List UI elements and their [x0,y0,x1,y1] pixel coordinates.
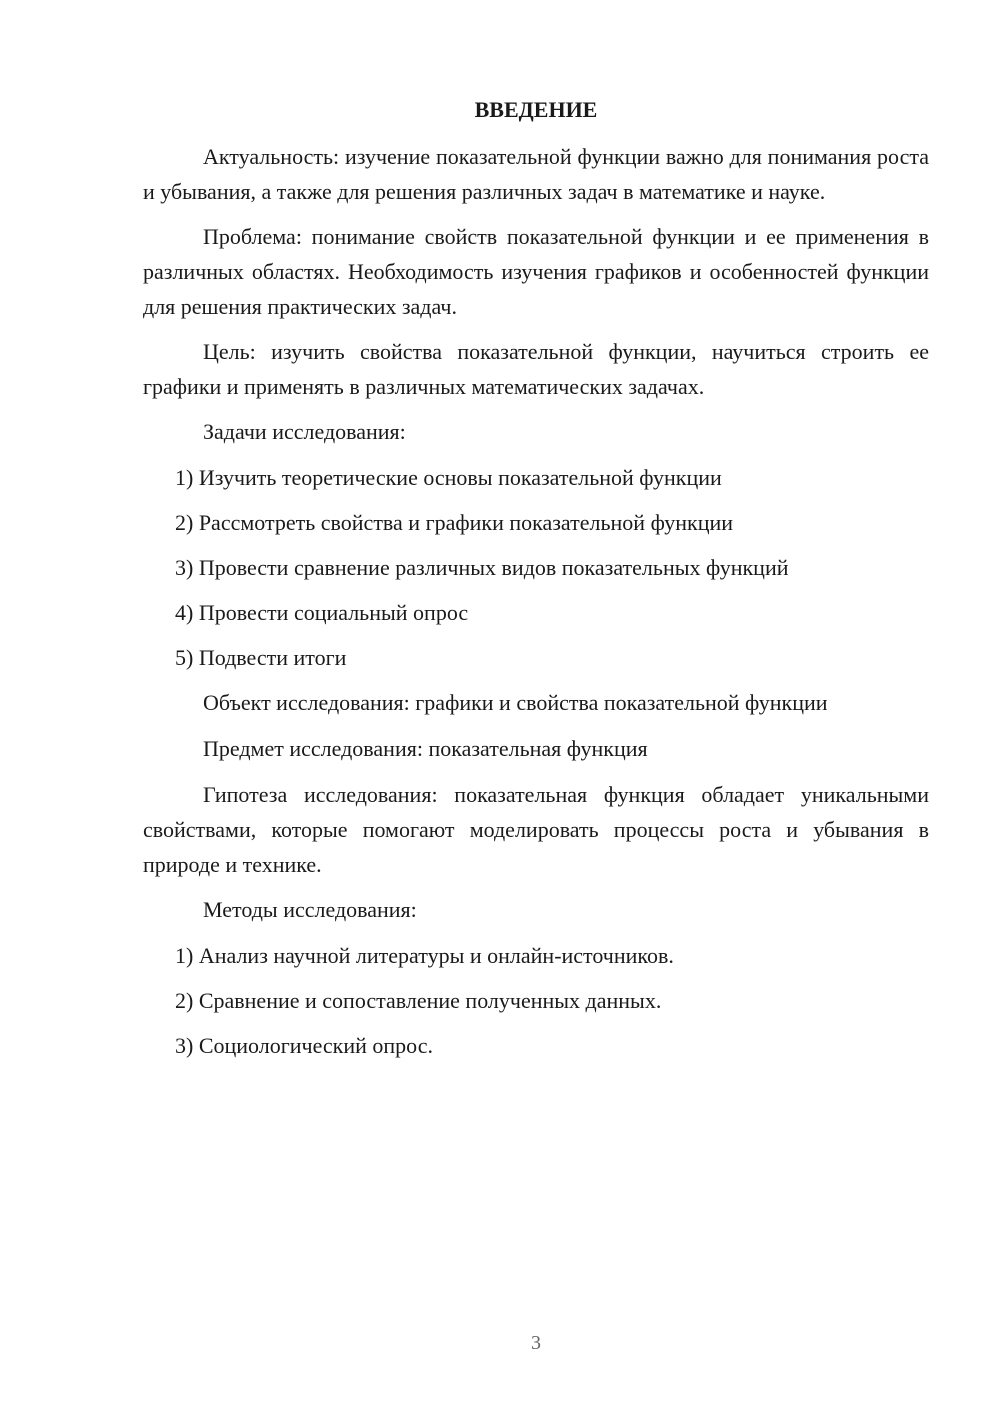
relevance-paragraph: Актуальность: изучение показательной функции важно для понимания роста и убывания, а также для решения различных задач в математике и науке. [143,144,929,204]
list-item: 1) Анализ научной литературы и онлайн-источников. [175,943,674,968]
page-number: 3 [531,1332,541,1354]
list-item: 1) Изучить теоретические основы показательной функции [175,465,722,490]
hypothesis-paragraph: Гипотеза исследования: показательная функция обладает уникальными свойствами, которые помогают моделировать процессы роста и убывания в природе и технике. [143,782,929,877]
list-item: 2) Сравнение и сопоставление полученных данных. [175,988,662,1013]
list-item: 5) Подвести итоги [175,645,347,670]
tasks-heading: Задачи исследования: [203,419,406,444]
subject-paragraph: Предмет исследования: показательная функция [203,736,648,761]
list-item: 3) Провести сравнение различных видов показательных функций [175,555,789,580]
list-item: 3) Социологический опрос. [175,1033,433,1058]
section-title: ВВЕДЕНИЕ [474,97,598,122]
goal-paragraph: Цель: изучить свойства показательной функции, научиться строить ее графики и применять в различных математических задачах. [143,339,929,399]
document-page [143,92,929,1073]
list-item: 4) Провести социальный опрос [175,600,469,625]
object-paragraph: Объект исследования: графики и свойства показательной функции [203,690,828,715]
list-item: 2) Рассмотреть свойства и графики показательной функции [175,510,734,535]
problem-paragraph: Проблема: понимание свойств показательной функции и ее применения в различных областях. Необходимость изучения графиков и особенностей функции для решения практических задач. [143,224,929,319]
methods-heading: Методы исследования: [203,897,417,922]
